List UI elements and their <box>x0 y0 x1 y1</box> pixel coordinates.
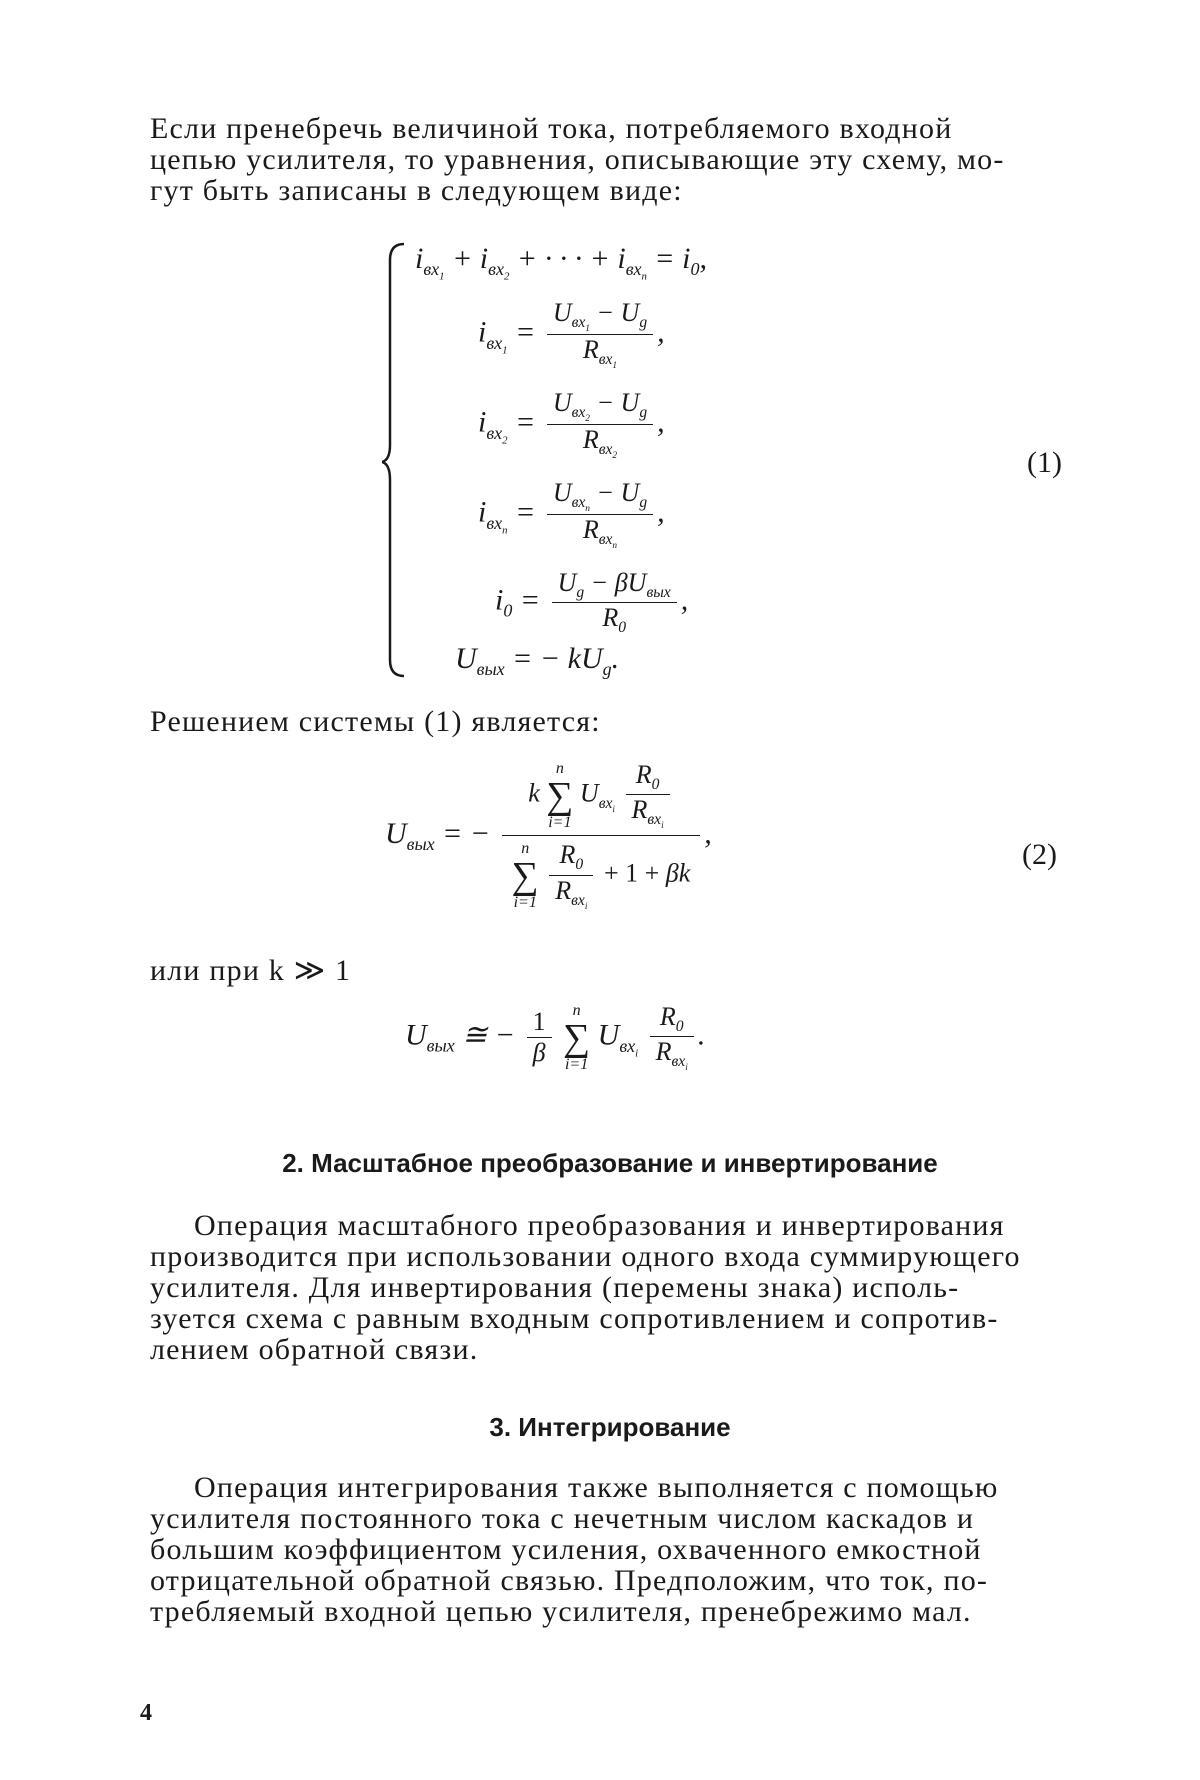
equation-number-1: (1) <box>1027 446 1062 479</box>
page-number: 4 <box>140 1700 152 1726</box>
intro-paragraph <box>150 113 1070 206</box>
text-line: или при k ≫ 1 <box>150 954 352 987</box>
solution-paragraph <box>150 706 1070 737</box>
section-heading-3: 3. Интегрирование <box>489 1412 731 1442</box>
equation-row-i1: $i_{вх_1}$ = $\frac{U_{вх_1} - U_g}{R_{вх_1}}$ , <box>478 298 665 372</box>
text-line: отрицательной обратной связью. Предположим, что ток, по- <box>150 1564 989 1597</box>
equation-number-2: (2) <box>1022 838 1057 871</box>
or-paragraph <box>150 955 1070 986</box>
left-brace <box>382 240 412 680</box>
section-3-paragraph <box>150 1472 1070 1627</box>
text-line: зуется схема с равным входным сопротивлением и сопротив- <box>150 1302 999 1335</box>
text-line: Операция интегрирования также выполняется с помощью <box>194 1471 999 1504</box>
text-line: требляемый входной цепью усилителя, пренебрежимо мал. <box>150 1595 972 1628</box>
text-line: производится при использовании одного входа суммирующего <box>150 1240 1021 1273</box>
text-line: большим коэффициентом усиления, охваченного емкостной <box>150 1533 982 1566</box>
text-line: Операция масштабного преобразования и инвертирования <box>194 1209 1005 1242</box>
text-line: цепью усилителя, то уравнения, описывающие эту схему, мо- <box>150 143 1005 176</box>
text-line: усилителя. Для инвертирования (перемены знака) исполь- <box>150 1271 960 1304</box>
equation-row-i0: $i_0$ = $\frac{U_g - \beta U_{вых}}{R_0}$ , <box>495 568 689 637</box>
equation-row-uout: $U_{вых}$ = − $kU_g$. <box>455 642 620 679</box>
section-2-paragraph <box>150 1210 1070 1365</box>
equation-2-body: $U_{вых}$ = − k n ∑ i=1 $U_{вх_i}$ $\frac{R_0}{R_{вх_i}}$ n ∑ i=1 $\frac{R_0}{R_{вх_i}}$ + 1 + βk , <box>385 759 712 912</box>
equation-row-i2: $i_{вх_2}$ = $\frac{U_{вх_2} - U_g}{R_{вх_2}}$ , <box>478 388 665 462</box>
text-line: усилителя постоянного тока с нечетным числом каскадов и <box>150 1502 975 1535</box>
text-line: гут быть записаны в следующем виде: <box>150 174 683 207</box>
text-line: Решением системы (1) является: <box>150 705 601 738</box>
equation-row-sum: $i_{вх_1} + i_{вх_2}$ + · · · + $i_{вх_n} = i_0$, <box>415 242 708 283</box>
text-line: Если пренебречь величиной тока, потребляемого входной <box>150 112 953 145</box>
equation-row-in: $i_{вх_n}$ = $\frac{U_{вх_n} - U_g}{R_{вх_n}}$ , <box>478 478 665 552</box>
section-heading-2: 2. Масштабное преобразование и инвертирование <box>282 1148 938 1178</box>
text-line: лением обратной связи. <box>150 1333 479 1366</box>
equation-approx: $U_{вых}$ ≅ − $\frac{1}{\beta}$ n ∑ i=1 $U_{вх_i}$ $\frac{R_0}{R_{вх_i}}$ . <box>405 1001 706 1074</box>
